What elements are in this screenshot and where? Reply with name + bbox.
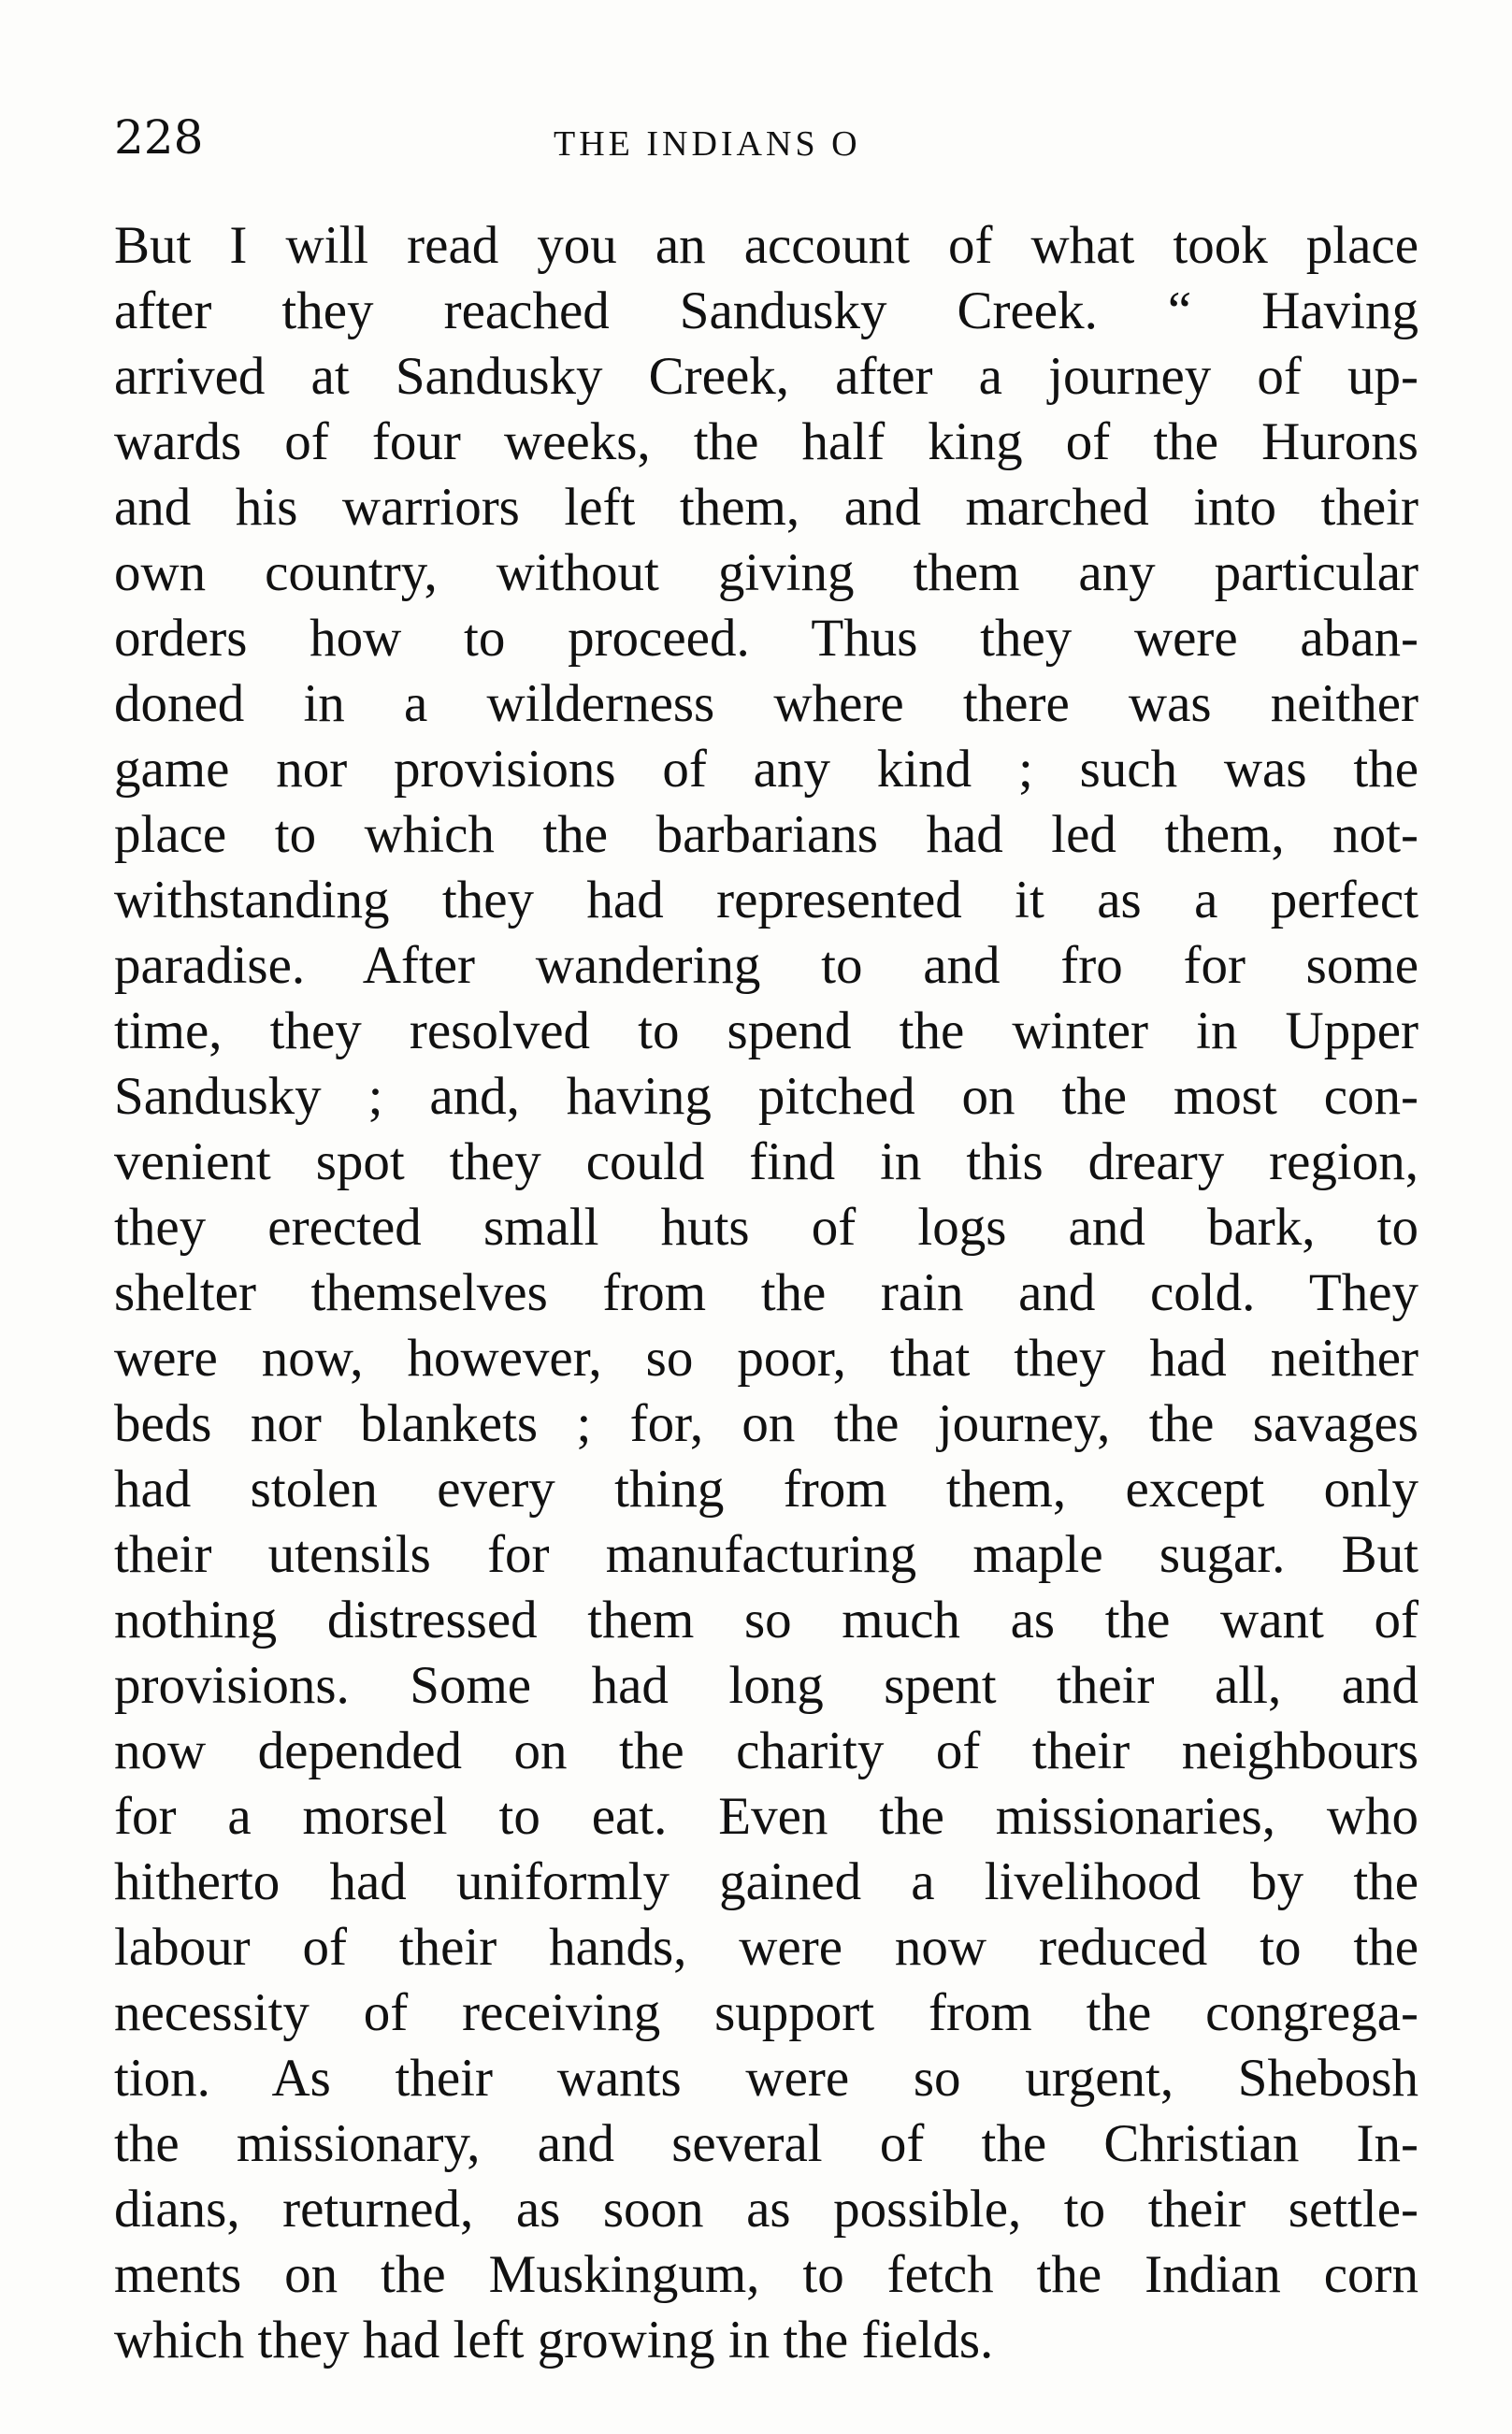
text-line: ments on the Muskingum, to fetch the Indian corn xyxy=(114,2245,1418,2304)
text-line: their utensils for manufacturing maple sugar. But xyxy=(114,1525,1418,1584)
text-line: necessity of receiving support from the congrega- xyxy=(114,1983,1418,2042)
text-line: venient spot they could find in this dreary region, xyxy=(114,1132,1418,1191)
text-line: labour of their hands, were now reduced to the xyxy=(114,1918,1418,1977)
text-line: and his warriors left them, and marched into their xyxy=(114,478,1418,537)
text-line: arrived at Sandusky Creek, after a journey of up- xyxy=(114,347,1418,406)
text-line-last: which they had left growing in the fields. xyxy=(114,2311,994,2369)
text-line: they erected small huts of logs and bark, to xyxy=(114,1198,1418,1257)
text-line: place to which the barbarians had led them, not- xyxy=(114,805,1418,864)
text-line: for a morsel to eat. Even the missionaries, who xyxy=(114,1787,1418,1846)
running-head: THE INDIANS O xyxy=(554,124,861,164)
text-line: Sandusky ; and, having pitched on the most con- xyxy=(114,1067,1418,1126)
text-line: withstanding they had represented it as a perfect xyxy=(114,871,1418,929)
page-number: 228 xyxy=(114,110,204,165)
text-line: hitherto had uniformly gained a livelihood by the xyxy=(114,1852,1418,1911)
text-line: had stolen every thing from them, except only xyxy=(114,1460,1418,1519)
text-line: tion. As their wants were so urgent, Shebosh xyxy=(114,2049,1418,2108)
page-header xyxy=(114,110,1414,176)
text-line: provisions. Some had long spent their all, and xyxy=(114,1656,1418,1715)
text-line: nothing distressed them so much as the want of xyxy=(114,1591,1418,1649)
text-line: were now, however, so poor, that they had neither xyxy=(114,1329,1418,1388)
text-line: shelter themselves from the rain and cold. They xyxy=(114,1263,1418,1322)
text-line: dians, returned, as soon as possible, to their settle- xyxy=(114,2180,1418,2239)
text-line: doned in a wilderness where there was neither xyxy=(114,674,1418,733)
text-line: time, they resolved to spend the winter in Upper xyxy=(114,1001,1418,1060)
text-line: own country, without giving them any particular xyxy=(114,543,1418,602)
text-line: paradise. After wandering to and fro for some xyxy=(114,936,1418,995)
text-line: But I will read you an account of what took place xyxy=(114,216,1418,275)
text-line: after they reached Sandusky Creek. “ Having xyxy=(114,281,1418,340)
text-line: now depended on the charity of their neighbours xyxy=(114,1721,1418,1780)
text-line: wards of four weeks, the half king of the Hurons xyxy=(114,412,1418,471)
text-line: game nor provisions of any kind ; such was the xyxy=(114,740,1418,799)
text-line: orders how to proceed. Thus they were aban- xyxy=(114,609,1418,668)
body-text xyxy=(114,213,1418,2373)
text-line: the missionary, and several of the Christian In- xyxy=(114,2114,1418,2173)
text-line: beds nor blankets ; for, on the journey, the savages xyxy=(114,1394,1418,1453)
